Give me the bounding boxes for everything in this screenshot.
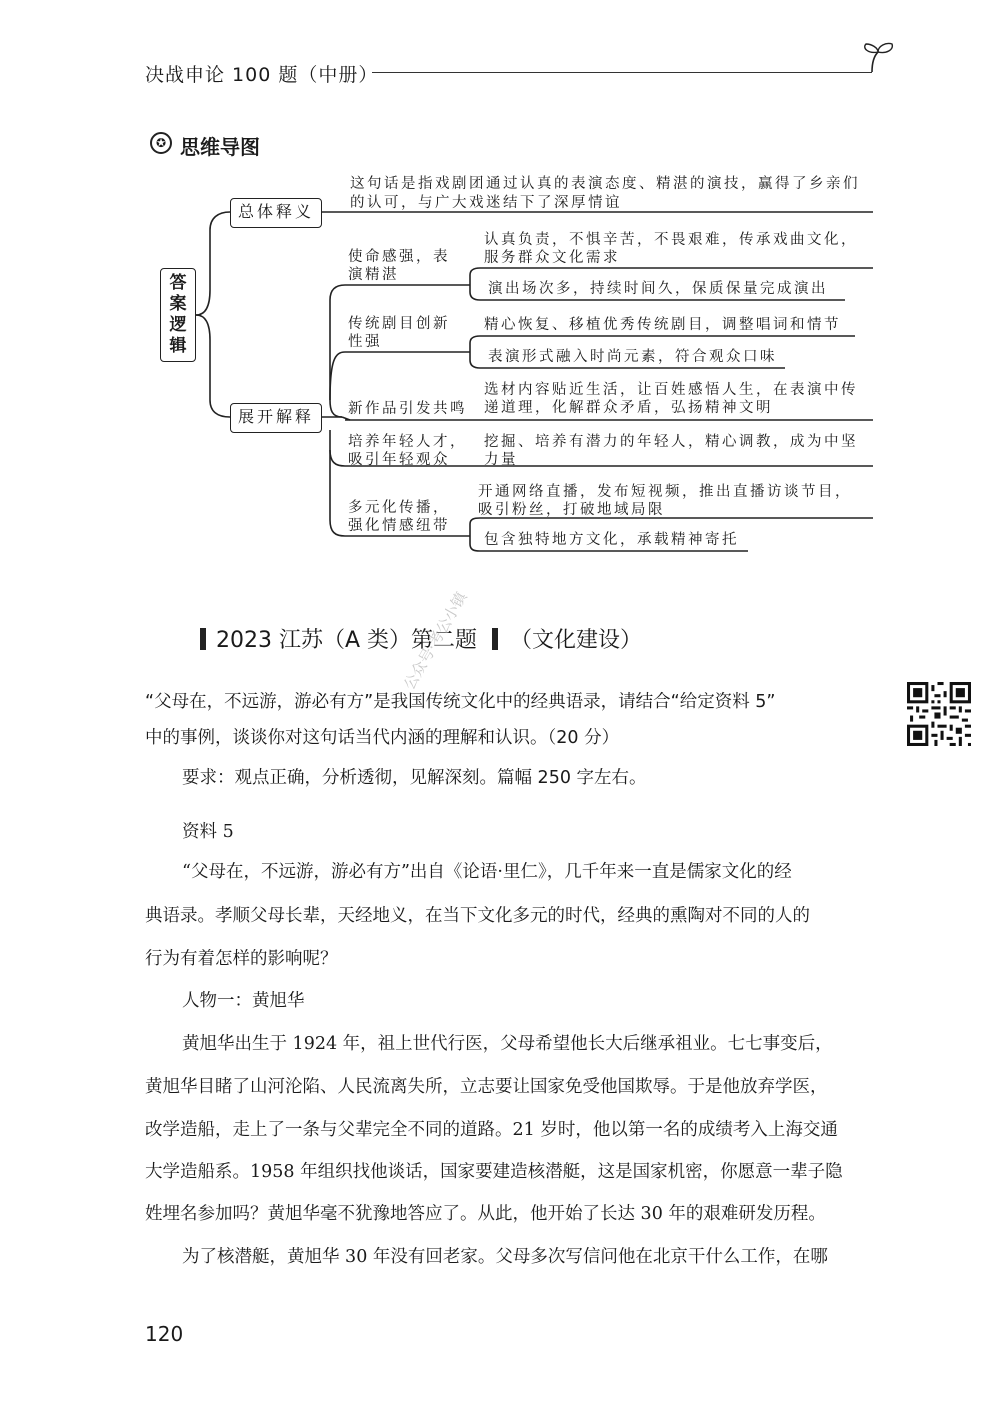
page-number: 120 xyxy=(145,1322,184,1346)
book-title: 决战申论 100 题（中册） xyxy=(145,64,379,86)
sub-branch-4-label-line1: 培养年轻人才， xyxy=(348,434,467,450)
mindmap-title: 思维导图 xyxy=(180,135,260,159)
watermark: 公众号·考公小镇 xyxy=(400,588,471,693)
sub-branch-3-label-line1: 新作品引发共鸣 xyxy=(348,401,467,417)
sub-branch-4-label-line2: 吸引年轻观众 xyxy=(348,452,450,468)
sub-branch-5-label-line2: 强化情感纽带 xyxy=(348,518,450,534)
mindmap-root xyxy=(160,268,196,362)
detail-3a-line1: 选材内容贴近生活，让百姓感悟人生，在表演中传 xyxy=(484,382,858,398)
detail-5a-line1: 开通网络直播，发布短视频，推出直播访谈节目， xyxy=(478,484,852,500)
detail-5b-line1: 包含独特地方文化，承载精神寄托 xyxy=(484,532,739,548)
question-line2: 中的事例，谈谈你对这句话当代内涵的理解和认识。（20 分） xyxy=(145,728,620,748)
branch1-text-line2: 的认可，与广大戏迷结下了深厚情谊 xyxy=(350,195,622,211)
detail-2b-line1: 表演形式融入时尚元素，符合观众口味 xyxy=(488,349,777,365)
branch-expanded-explanation xyxy=(230,403,322,433)
detail-2a-line1: 精心恢复、移植优秀传统剧目，调整唱词和情节 xyxy=(484,317,841,333)
material-para3-line1: 为了核潜艇，黄旭华 30 年没有回老家。父母多次写信问他在北京干什么工作，在哪 xyxy=(182,1247,828,1267)
detail-1b-line1: 演出场次多，持续时间久，保质保量完成演出 xyxy=(488,281,828,297)
section-bar-right xyxy=(492,628,498,650)
sub-branch-2-label-line1: 传统剧目创新 xyxy=(348,316,450,332)
sub-branch-1-label-line2: 演精湛 xyxy=(348,267,399,283)
branch1-text-line1: 这句话是指戏剧团通过认真的表演态度、精湛的演技，赢得了乡亲们 xyxy=(350,176,860,192)
material-para2-line4: 大学造船系。1958 年组织找他谈话，国家要建造核潜艇，这是国家机密，你愿意一辈子隐 xyxy=(145,1162,843,1182)
material-para2-line1: 黄旭华出生于 1924 年，祖上世代行医，父母希望他长大后继承祖业。七七事变后， xyxy=(182,1034,833,1054)
material-para1-line1: “父母在，不远游，游必有方”出自《论语·里仁》，几千年来一直是儒家文化的经 xyxy=(182,862,792,882)
material-para2-line3: 改学造船，走上了一条与父辈完全不同的道路。21 岁时，他以第一名的成绩考入上海交通 xyxy=(145,1120,838,1140)
star-badge-icon: ✪ xyxy=(150,132,172,154)
detail-4a-line2: 力量 xyxy=(484,452,518,468)
detail-4a-line1: 挖掘、培养有潜力的年轻人，精心调教，成为中坚 xyxy=(484,434,858,450)
material-para1-line2: 典语录。孝顺父母长辈，天经地义，在当下文化多元的时代，经典的熏陶对不同的人的 xyxy=(145,906,810,926)
mindmap-root-label: 答案逻辑 xyxy=(169,273,187,356)
detail-1a-line1: 认真负责，不惧辛苦，不畏艰难，传承戏曲文化， xyxy=(484,232,858,248)
sub-branch-5-label-line1: 多元化传播， xyxy=(348,500,450,516)
branch-expanded-explanation-label: 展开解释 xyxy=(237,407,314,426)
material-para1-line3: 行为有着怎样的影响呢？ xyxy=(145,949,338,969)
material-para2-line2: 黄旭华目睹了山河沦陷、人民流离失所，立志要让国家免受他国欺辱。于是他放弃学医， xyxy=(145,1077,828,1097)
section-title: 2023 江苏（A 类）第二题 xyxy=(216,628,478,653)
question-requirement: 要求：观点正确，分析透彻，见解深刻。篇幅 250 字左右。 xyxy=(182,768,647,788)
person-heading: 人物一：黄旭华 xyxy=(182,991,305,1011)
sub-branch-2-label-line2: 性强 xyxy=(348,334,382,350)
section-subtitle: （文化建设） xyxy=(510,628,643,653)
question-line1: “父母在，不远游，游必有方”是我国传统文化中的经典语录，请结合“给定资料 5” xyxy=(145,692,776,712)
sub-branch-1-label-line1: 使命感强，表 xyxy=(348,249,450,265)
detail-1a-line2: 服务群众文化需求 xyxy=(484,250,620,266)
detail-5a-line2: 吸引粉丝，打破地域局限 xyxy=(478,502,665,518)
branch-overall-meaning xyxy=(230,198,322,228)
material-heading: 资料 5 xyxy=(182,822,234,842)
qr-code-icon[interactable] xyxy=(907,682,971,746)
material-para2-line5: 姓埋名参加吗？黄旭华毫不犹豫地答应了。从此，他开始了长达 30 年的艰难研发历程。 xyxy=(145,1204,826,1224)
branch-overall-meaning-label: 总体释义 xyxy=(237,202,314,221)
detail-3a-line2: 递道理，化解群众矛盾，弘扬精神文明 xyxy=(484,400,773,416)
section-bar-left xyxy=(200,628,206,650)
